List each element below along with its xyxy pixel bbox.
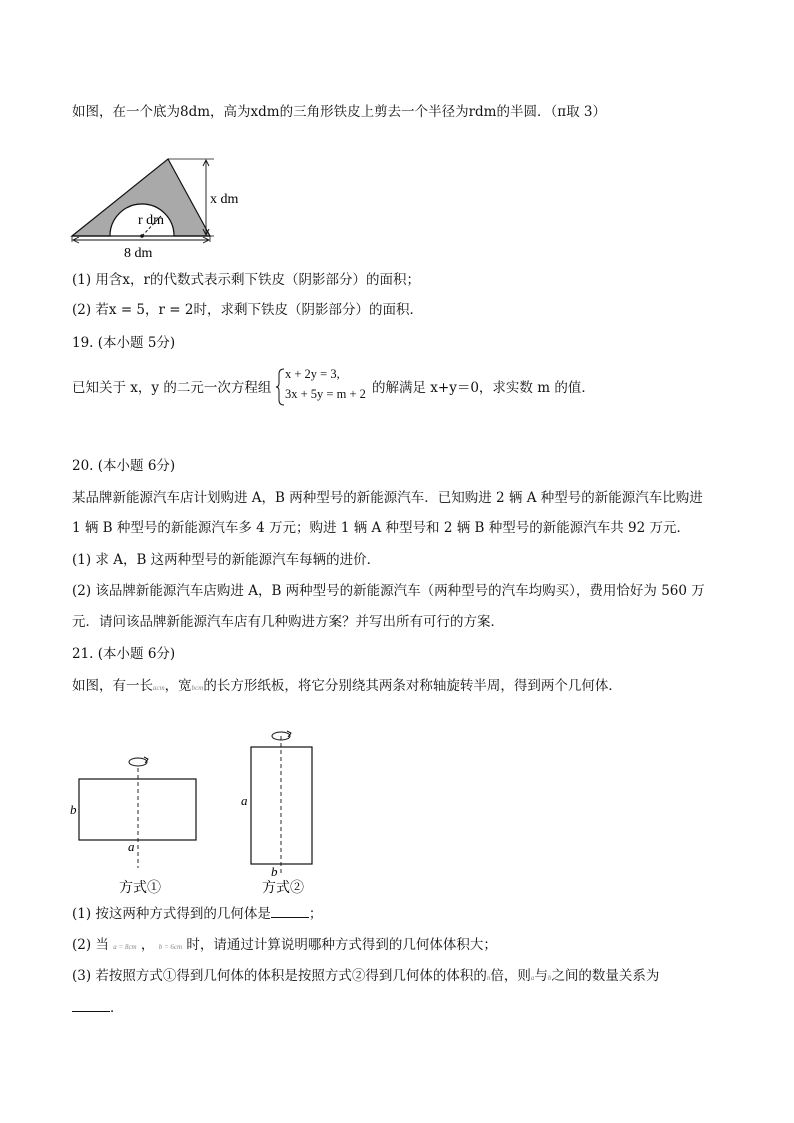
width-var: bcm bbox=[191, 684, 204, 692]
length-var: acm bbox=[153, 684, 165, 692]
semicircle-center bbox=[140, 234, 144, 238]
fig2-bottom-label: b bbox=[271, 864, 278, 879]
answer-blank-1[interactable] bbox=[271, 904, 309, 918]
q21-part3: (3) 若按照方式①得到几何体的体积是按照方式②得到几何体的体积的n倍，则a与b之间的数量关系为 bbox=[72, 968, 660, 984]
q20-header: 20. (本小题 6分) bbox=[72, 458, 176, 474]
multiplier-n: n bbox=[486, 974, 491, 982]
condition-a: a = 8cm bbox=[113, 943, 137, 951]
q20-part1: (1) 求 A，B 这两种型号的新能源汽车每辆的进价． bbox=[72, 552, 381, 568]
equation-2: 3x + 5y = m + 2 bbox=[285, 387, 366, 401]
q20-part2b: 元．请问该品牌新能源汽车店有几种购进方案？并写出所有可行的方案． bbox=[72, 614, 504, 630]
rectangle-2 bbox=[251, 747, 312, 864]
q20-line2: 1 辆 B 种型号的新能源汽车多 4 万元；购进 1 辆 A 种型号和 2 辆 B 种型号的新能源汽车共 92 万元． bbox=[72, 520, 690, 536]
left-brace-icon bbox=[275, 368, 285, 406]
q18-part1: (1) 用含x，r的代数式表示剩下铁皮（阴影部分）的面积； bbox=[72, 272, 420, 288]
q21-part3-answer: ． bbox=[72, 998, 124, 1018]
triangle-figure bbox=[64, 152, 264, 264]
q19-before: 已知关于 x，y 的二元一次方程组 bbox=[72, 380, 272, 396]
q19-header: 19. (本小题 5分) bbox=[72, 335, 176, 351]
radius-label: r dm bbox=[138, 213, 165, 228]
equation-1: x + 2y = 3, bbox=[285, 367, 340, 381]
q21-intro: 如图，有一长acm，宽bcm的长方形纸板，将它分别绕其两条对称轴旋转半周，得到两个几何体． bbox=[72, 678, 622, 694]
condition-b: b = 6cm bbox=[158, 943, 183, 951]
q18-part2: (2) 若x = 5，r = 2时，求剩下铁皮（阴影部分）的面积． bbox=[72, 302, 423, 318]
q19-after: 的解满足 x+y＝0，求实数 m 的值． bbox=[372, 380, 595, 396]
q20-line1: 某品牌新能源汽车店计划购进 A，B 两种型号的新能源汽车．已知购进 2 辆 A 种型号的新能源汽车比购进 bbox=[72, 490, 703, 506]
var-b: b bbox=[547, 974, 552, 982]
base-label: 8 dm bbox=[124, 246, 153, 261]
q20-part2a: (2) 该品牌新能源汽车店购进 A，B 两种型号的新能源汽车（两种型号的汽车均购买），费用恰好为 560 万 bbox=[72, 583, 705, 599]
fig1-bottom-label: a bbox=[128, 839, 135, 854]
height-label: x dm bbox=[210, 192, 239, 207]
q21-header: 21. (本小题 6分) bbox=[72, 646, 176, 662]
rotation-arrow-1-icon bbox=[129, 758, 147, 766]
q21-part2: (2) 当 a = 8cm ， b = 6cm 时，请通过计算说明哪种方式得到的几何体体积大； bbox=[72, 937, 497, 953]
q18-intro: 如图，在一个底为8dm，高为xdm的三角形铁皮上剪去一个半径为rdm的半圆．（π取 3） bbox=[72, 104, 606, 120]
rotation-figures bbox=[64, 728, 334, 903]
rectangle-1 bbox=[79, 779, 196, 840]
equation-system bbox=[275, 368, 371, 406]
q21-part1: (1) 按这两种方式得到的几何体是 ； bbox=[72, 906, 323, 922]
fig1-side-label: b bbox=[70, 802, 77, 817]
fig1-caption: 方式① bbox=[119, 881, 161, 896]
var-a: a bbox=[530, 974, 535, 982]
fig2-caption: 方式② bbox=[262, 881, 304, 896]
fig2-side-label: a bbox=[241, 793, 248, 808]
answer-blank-3[interactable] bbox=[72, 998, 110, 1012]
